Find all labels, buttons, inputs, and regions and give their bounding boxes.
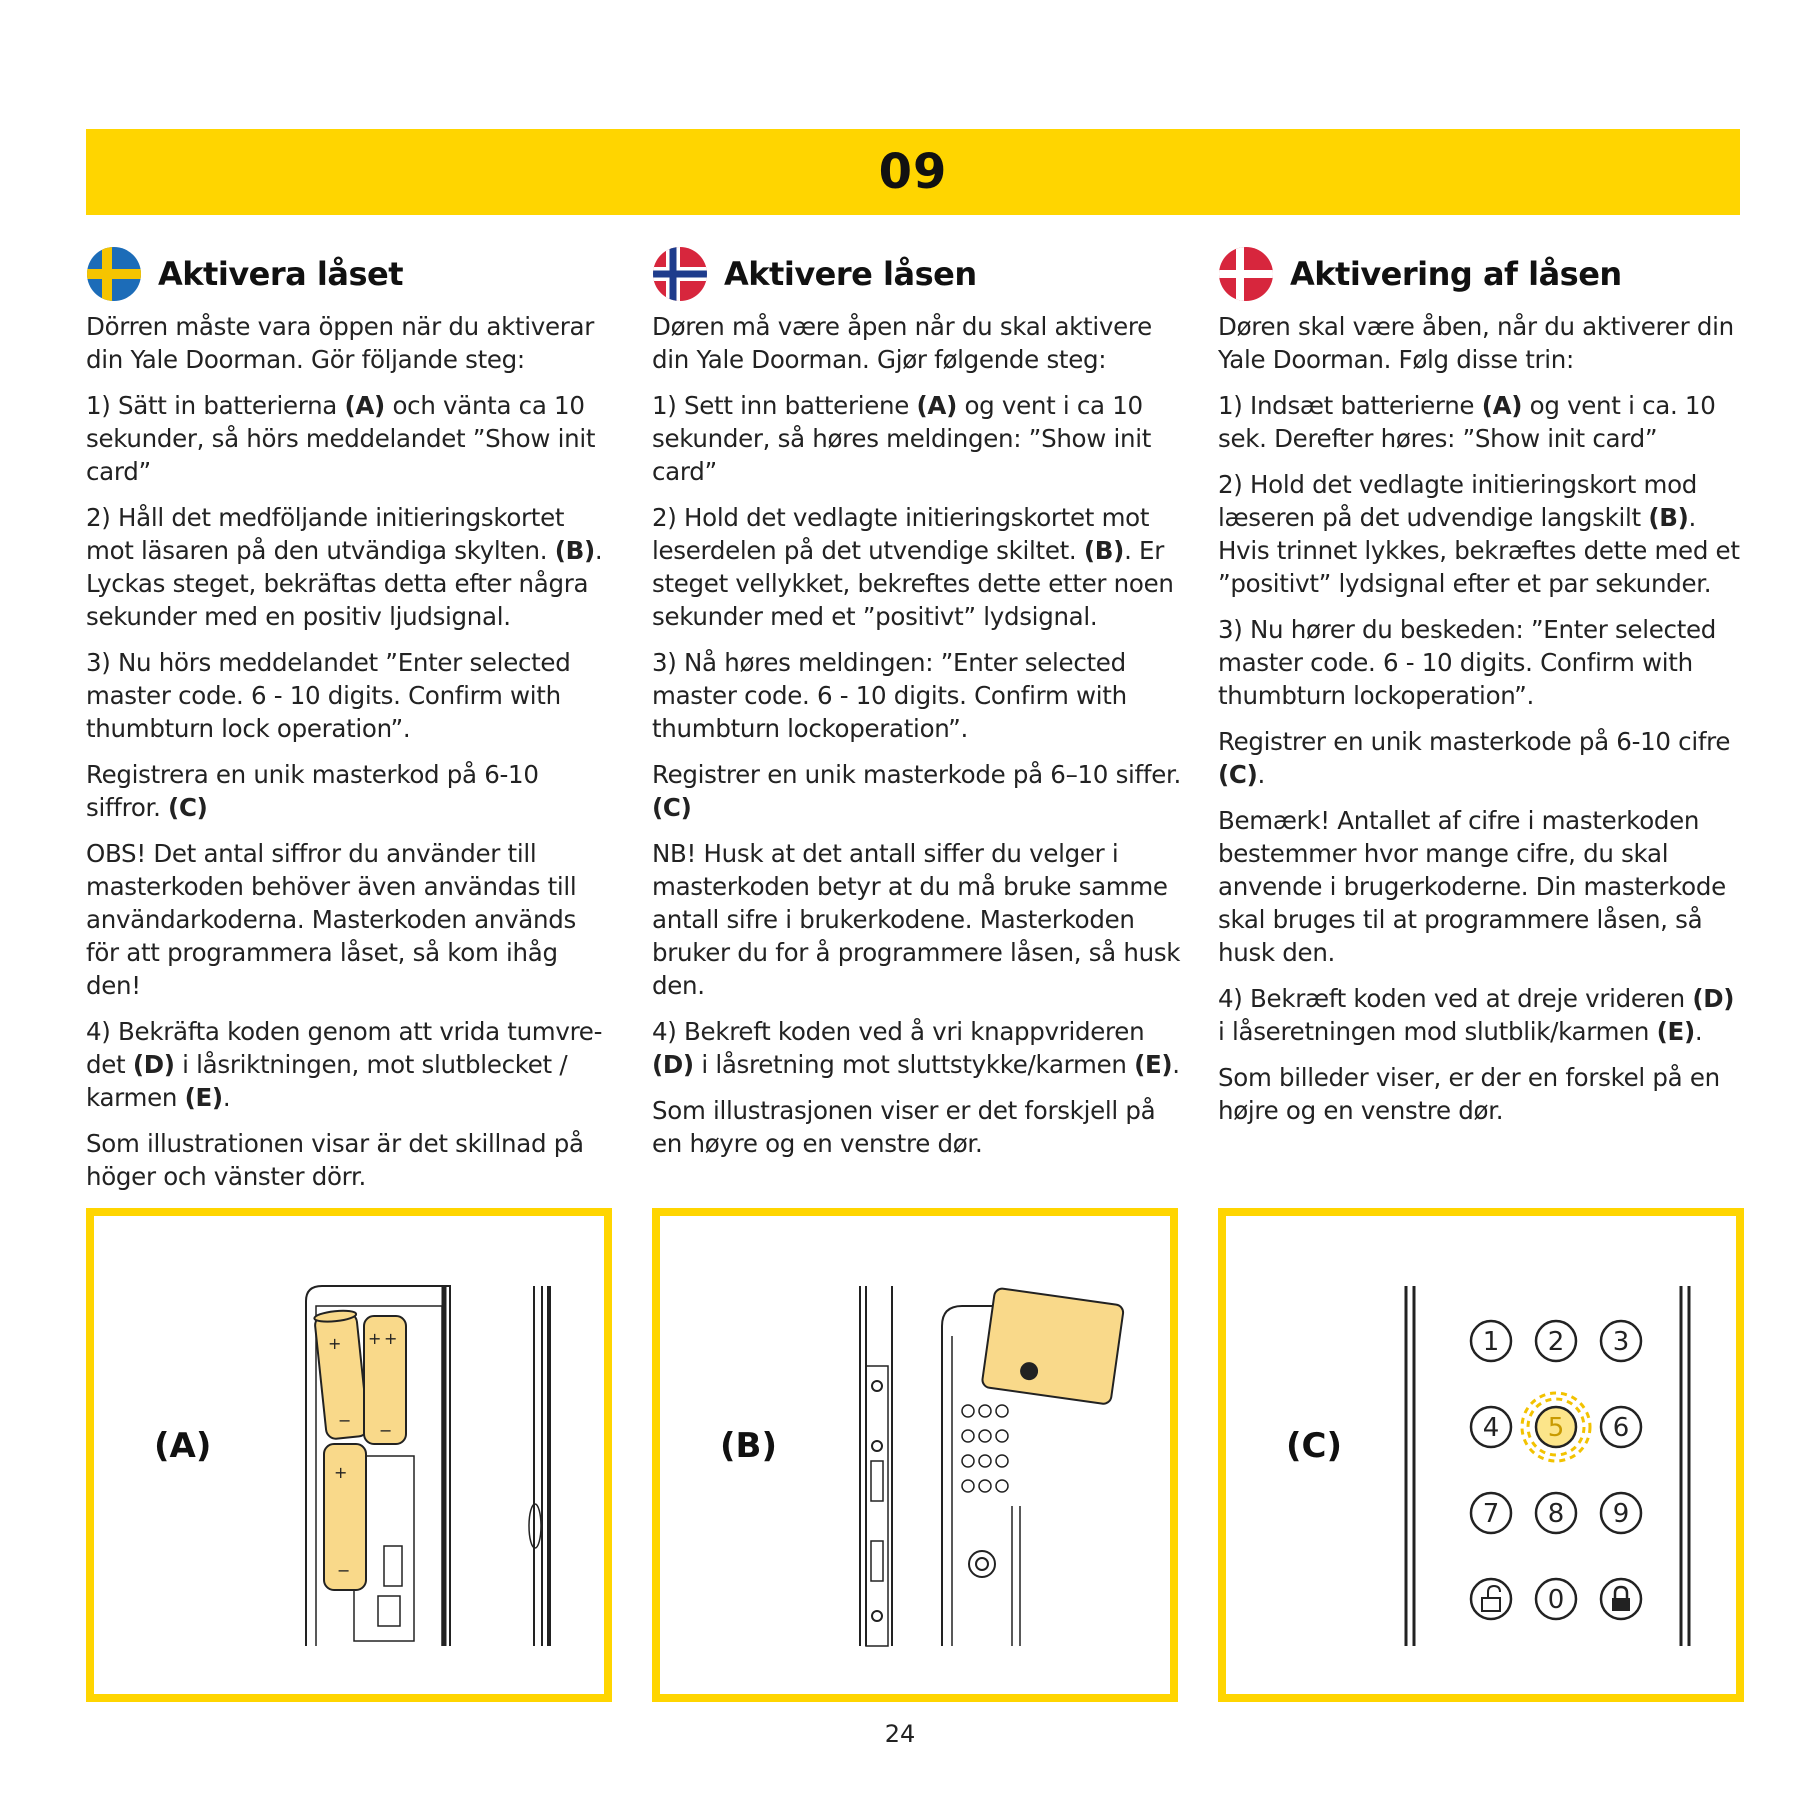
instruction-paragraph <box>86 1015 616 1114</box>
section-number: 09 <box>878 144 948 200</box>
text-run: Registrer en unik masterkode på 6–10 siffer. <box>652 760 1181 789</box>
svg-text:5: 5 <box>1547 1413 1565 1443</box>
unlock-key-icon <box>1471 1579 1511 1619</box>
instruction-paragraph <box>86 758 616 824</box>
text-run: 4) Bekreft koden ved å vri knappvrideren <box>652 1017 1145 1046</box>
text-run: 3) Nu hörs meddelandet ”Enter selected master code. 6 - 10 digits. Confirm with thumbturn lock operation”. <box>86 648 571 743</box>
svg-text:9: 9 <box>1612 1499 1630 1529</box>
column-header <box>1218 244 1748 304</box>
text-run: Registrer en unik masterkode på 6-10 cifre <box>1218 727 1731 756</box>
text-run: NB! Husk at det antall siffer du velger i masterkoden betyr at du må bruke samme antall sifre i brukerkodene. Masterkoden bruker du for å programmere låsen, så husk den. <box>652 839 1181 1000</box>
figure-reference: (D) <box>1692 984 1735 1013</box>
instruction-paragraph <box>86 646 616 745</box>
svg-text:8: 8 <box>1547 1499 1565 1529</box>
text-run: 2) Håll det medföljande initieringskortet mot läsaren på den utvändiga skylten. <box>86 503 565 565</box>
column-title: Aktivere låsen <box>724 255 977 293</box>
figure-reference: (A) <box>344 391 385 420</box>
instruction-paragraph <box>1218 310 1748 376</box>
text-run: . <box>222 1083 231 1112</box>
instruction-paragraph <box>652 646 1182 745</box>
figure-a <box>86 1208 612 1702</box>
svg-text:−: − <box>379 1421 393 1440</box>
figure-reference: (C) <box>168 793 208 822</box>
text-run: 3) Nu hører du beskeden: ”Enter selected master code. 6 - 10 digits. Confirm with thumbturn lockoperation”. <box>1218 615 1717 710</box>
svg-text:0: 0 <box>1547 1585 1565 1615</box>
column-swedish <box>86 244 616 1206</box>
text-run: . Lyckas steget, bekräftas detta efter några sekunder med en positiv ljudsignal. <box>86 536 603 631</box>
figure-reference: (B) <box>1083 536 1125 565</box>
norway-flag-icon <box>652 246 708 302</box>
instruction-paragraph <box>86 837 616 1002</box>
column-title: Aktivering af låsen <box>1290 255 1622 293</box>
figure-label: (C) <box>1286 1426 1343 1466</box>
instruction-paragraph <box>652 837 1182 1002</box>
svg-text:3: 3 <box>1612 1327 1630 1357</box>
text-run: Dörren måste vara öppen när du aktiverar din Yale Doorman. Gör följande steg: <box>86 312 595 374</box>
text-run: . <box>1694 1017 1703 1046</box>
figure-reference: (A) <box>916 391 957 420</box>
text-run: . <box>1172 1050 1180 1079</box>
keypad-key-8 <box>1536 1493 1576 1533</box>
column-header <box>86 244 616 304</box>
instruction-paragraph <box>652 1094 1182 1160</box>
instruction-paragraph <box>86 501 616 633</box>
figure-reference: (E) <box>1134 1050 1173 1079</box>
figure-reference: (B) <box>554 536 595 565</box>
svg-text:7: 7 <box>1482 1499 1500 1529</box>
text-run: 4) Bekräfta koden genom att vrida tumvre-det <box>86 1017 603 1079</box>
instruction-paragraph <box>652 310 1182 376</box>
figure-label: (B) <box>720 1426 777 1466</box>
keypad-key-3 <box>1601 1321 1641 1361</box>
keypad-illustration <box>1226 1216 1736 1694</box>
figure-label: (A) <box>154 1426 212 1466</box>
figure-b <box>652 1208 1178 1702</box>
instruction-paragraph <box>1218 982 1748 1048</box>
instruction-paragraph <box>1218 725 1748 791</box>
instruction-paragraph <box>86 1127 616 1193</box>
instruction-paragraph <box>1218 389 1748 455</box>
figure-c <box>1218 1208 1744 1702</box>
figure-reference: (D) <box>132 1050 175 1079</box>
text-run: 1) Sett inn batteriene <box>652 391 917 420</box>
svg-text:−: − <box>337 1561 351 1580</box>
text-run: 1) Indsæt batterierne <box>1218 391 1482 420</box>
svg-text:4: 4 <box>1482 1413 1500 1443</box>
svg-text:6: 6 <box>1612 1413 1630 1443</box>
text-run: 1) Sätt in batterierna <box>86 391 345 420</box>
column-norwegian <box>652 244 1182 1173</box>
column-body <box>86 310 616 1193</box>
text-run: 4) Bekræft koden ved at dreje vrideren <box>1218 984 1693 1013</box>
page-number: 24 <box>884 1720 916 1748</box>
figure-reference: (C) <box>1218 760 1258 789</box>
text-run: . Hvis trinnet lykkes, bekræftes dette med et ”positivt” lydsignal efter et par sekunder. <box>1218 503 1740 598</box>
instruction-paragraph <box>652 501 1182 633</box>
instruction-paragraph <box>1218 804 1748 969</box>
column-body <box>652 310 1182 1160</box>
keypad-key-2 <box>1536 1321 1576 1361</box>
battery-insertion-illustration <box>94 1216 604 1694</box>
svg-text:1: 1 <box>1482 1327 1500 1357</box>
svg-text:+: + <box>384 1329 398 1348</box>
text-run: och vänta ca 10 sekunder, så hörs meddelandet ”Show init card” <box>86 391 596 486</box>
figure-reference: (D) <box>652 1050 694 1079</box>
keypad-key-4 <box>1471 1407 1511 1447</box>
text-run: Som illustrasjonen viser er det forskjell på en høyre og en venstre dør. <box>652 1096 1156 1158</box>
text-run: 3) Nå høres meldingen: ”Enter selected master code. 6 - 10 digits. Confirm with thumbturn lockoperation”. <box>652 648 1127 743</box>
text-run: Døren skal være åben, når du aktiverer din Yale Doorman. Følg disse trin: <box>1218 312 1734 374</box>
instruction-paragraph <box>652 758 1182 824</box>
keypad-key-1 <box>1471 1321 1511 1361</box>
instruction-paragraph <box>652 1015 1182 1081</box>
denmark-flag-icon <box>1218 246 1274 302</box>
column-title: Aktivera låset <box>158 255 403 293</box>
text-run: 2) Hold det vedlagte initieringskort mod læseren på det udvendige langskilt <box>1218 470 1698 532</box>
text-run: Som illustrationen visar är det skillnad på höger och vänster dörr. <box>86 1129 584 1191</box>
svg-text:2: 2 <box>1547 1327 1565 1357</box>
svg-text:+: + <box>334 1463 348 1482</box>
figure-reference: (A) <box>1481 391 1523 420</box>
section-banner <box>86 129 1740 215</box>
text-run: OBS! Det antal siffror du använder till masterkoden behöver även användas till användarkoderna. Masterkoden används för att programmera låset, så kom ihåg den! <box>86 839 577 1000</box>
text-run: Bemærk! Antallet af cifre i masterkoden bestemmer hvor mange cifre, du skal anvende i brugerkoderne. Din masterkode skal bruges til at programmere låsen, så husk den. <box>1218 806 1726 967</box>
text-run: . <box>1257 760 1265 789</box>
column-danish <box>1218 244 1748 1140</box>
svg-text:−: − <box>338 1411 352 1430</box>
text-run: i låseretningen mod slutblik/karmen <box>1218 1017 1657 1046</box>
lock-key-icon <box>1601 1579 1641 1619</box>
text-run: i låsretning mot sluttstykke/karmen <box>693 1050 1135 1079</box>
figure-reference: (E) <box>184 1083 223 1112</box>
instruction-paragraph <box>1218 613 1748 712</box>
keypad-key-5 <box>1522 1393 1590 1461</box>
svg-text:+: + <box>368 1329 382 1348</box>
column-header <box>652 244 1182 304</box>
figure-reference: (B) <box>1648 503 1689 532</box>
column-body <box>1218 310 1748 1127</box>
keypad-key-6 <box>1601 1407 1641 1447</box>
keypad-key-7 <box>1471 1493 1511 1533</box>
text-run: og vent i ca 10 sekunder, så høres meldingen: ”Show init card” <box>652 391 1152 486</box>
text-run: Døren må være åpen når du skal aktivere din Yale Doorman. Gjør følgende steg: <box>652 312 1152 374</box>
keypad-key-9 <box>1601 1493 1641 1533</box>
init-card-illustration <box>660 1216 1170 1694</box>
text-run: . Er steget vellykket, bekreftes dette etter noen sekunder med et ”positivt” lydsignal. <box>652 536 1174 631</box>
instruction-paragraph <box>1218 468 1748 600</box>
sweden-flag-icon <box>86 246 142 302</box>
figure-reference: (E) <box>1656 1017 1695 1046</box>
svg-text:+: + <box>328 1334 342 1353</box>
text-run: Som billeder viser, er der en forskel på en højre og en venstre dør. <box>1218 1063 1720 1125</box>
instruction-paragraph <box>1218 1061 1748 1127</box>
text-run: i låsriktningen, mot slutblecket / karmen <box>86 1050 568 1112</box>
instruction-paragraph <box>86 310 616 376</box>
text-run: og vent i ca. 10 sek. Derefter høres: ”Show init card” <box>1218 391 1716 453</box>
instruction-paragraph <box>86 389 616 488</box>
keypad-key-0 <box>1536 1579 1576 1619</box>
text-run: 2) Hold det vedlagte initieringskortet mot leserdelen på det utvendige skiltet. <box>652 503 1150 565</box>
figure-reference: (C) <box>652 793 692 822</box>
instruction-paragraph <box>652 389 1182 488</box>
text-run: Registrera en unik masterkod på 6-10 siffror. <box>86 760 539 822</box>
